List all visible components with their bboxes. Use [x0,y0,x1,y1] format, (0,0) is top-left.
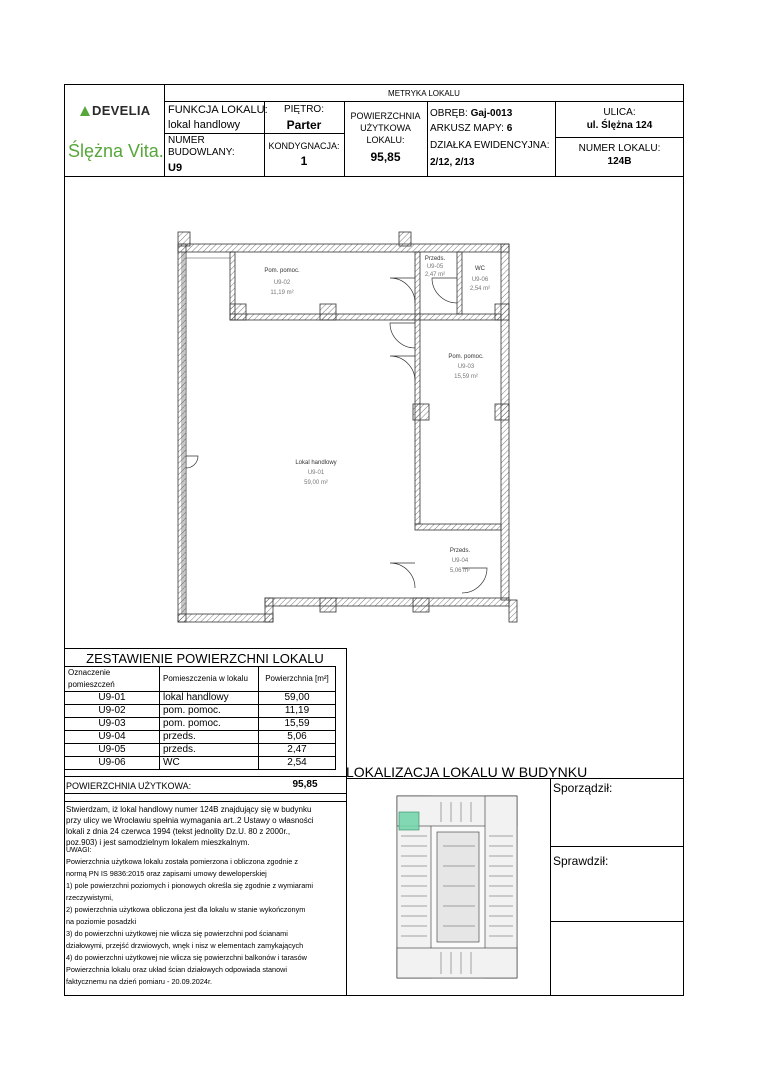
arkusz-row: ARKUSZ MAPY: 6 [430,123,513,134]
room-name: przeds. [160,744,259,757]
funkcja-label: FUNKCJA LOKALU: [168,104,268,116]
funkcja-value: lokal handlowy [168,119,241,131]
develia-logo: DEVELIA [80,102,150,120]
parking-area [437,832,479,942]
divider [64,793,346,794]
building-location-map [385,786,535,992]
note-line: rzeczywistymi, [66,893,114,902]
room-name-u9-03: Pom. pomoc. [448,354,484,360]
room-name: przeds. [160,731,259,744]
wall [230,314,501,320]
door-arc [390,278,415,303]
room-area-u9-05: 2,47 m² [424,272,446,278]
document-title: METRYKA LOKALU [388,89,460,98]
divider [64,776,346,777]
divider [344,101,345,176]
room-code-u9-02: U9-02 [273,280,291,286]
kondygnacja-label: KONDYGNACJA: [268,141,340,151]
pietro-label: PIĘTRO: [283,104,324,115]
room-code: U9-04 [65,731,160,744]
powierzchnia-label: POWIERZCHNIA UŻYTKOWA LOKALU: [350,111,421,145]
table-row [65,705,336,718]
ulica-label: ULICA: [603,107,636,118]
column [495,404,509,420]
statement-line: lokali z dnia 24 czerwca 1994 (tekst jednolity Dz.U. 80 z 2000r., [66,827,291,836]
column [413,598,429,612]
divider [555,137,684,138]
dzialka-value: 2/12, 2/13 [430,157,475,168]
wall [415,252,420,524]
numer-bud-label: NUMER BUDOWLANY: [168,135,235,158]
statement-line: poz.903) i jest samodzielnym lokalem mieszkalnym. [66,838,250,847]
location-title: LOKALIZACJA LOKALU W BUDYNKU [346,764,588,780]
note-line: 4) do powierzchni użytkowej nie wlicza się powierzchni balkonów i tarasów [66,953,307,962]
table-row [65,731,336,744]
ulica-value: ul. Ślężna 124 [586,120,653,131]
sporzadzil-label: Sporządził: [553,781,613,795]
column [413,404,429,420]
divider [64,176,684,177]
column [178,232,190,246]
note-line: 3) do powierzchni użytkowej nie wlicza się powierzchni pod ścianami [66,929,288,938]
column-header: Oznaczenie pomieszczeń [65,667,160,692]
room-code-u9-01: U9-01 [307,470,325,476]
divider [346,778,684,779]
divider [550,921,684,922]
room-name: lokal handlowy [160,692,259,705]
room-name-u9-04: Przeds. [449,548,471,554]
table-row [65,718,336,731]
room-name-u9-02: Pom. pomoc. [264,268,300,274]
statement-line: Stwierdzam, iż lokal handlowy numer 124B znajdujący się w budynku [66,805,312,814]
room-area: 59,00 [259,692,336,705]
divider [164,133,344,134]
room-code: U9-01 [65,692,160,705]
sprawdzil-label: Sprawdził: [553,854,609,868]
pietro-value: Parter [286,118,322,132]
dzialka-label: DZIAŁKA EWIDENCYJNA: [430,140,550,151]
room-name-u9-01: Lokal handlowy [295,460,337,466]
notes-title: UWAGI: [66,847,92,854]
note-line: na poziomie posadzki [66,917,137,926]
room-area-u9-06: 2,54 m² [469,286,491,292]
divider [64,801,346,802]
obreb-row: OBRĘB: Gaj-0013 [430,108,513,119]
wall [265,598,509,606]
note-line: działowymi, przejść drzwiowych, wnęk i nisz w elementach zamykających [66,941,304,950]
divider [550,846,684,847]
room-name: WC [160,757,259,770]
numer-lokalu-label: NUMER LOKALU: [578,143,661,154]
room-area: 2,54 [259,757,336,770]
column [509,600,517,622]
room-area: 15,59 [259,718,336,731]
door-arc [390,323,415,348]
table-row [65,744,336,757]
door-arc [390,563,415,588]
kondygnacja-value: 1 [300,154,308,168]
table-row [65,757,336,770]
divider [427,101,428,176]
room-area-u9-03: 15,59 m² [454,374,478,380]
building-wing [397,948,517,978]
wall [501,244,509,600]
room-area-u9-01: 59,00 m² [304,480,328,486]
divider [164,101,684,102]
column [399,232,411,246]
room-name-u9-05: Przeds. [424,256,446,262]
door-arc [186,456,198,468]
unit-highlight [399,812,419,830]
divider [64,648,346,649]
note-line: 2) powierzchnia użytkowa obliczona jest dla lokalu w stanie wykończonym [66,905,306,914]
wall [415,524,501,530]
room-name: pom. pomoc. [160,705,259,718]
table-header-row [65,667,336,692]
room-area-u9-04: 5,06 m² [449,568,471,574]
note-line: Powierzchnia lokalu oraz układ ścian działowych odpowiada stanowi [66,965,288,974]
room-area: 11,19 [259,705,336,718]
numer-lokalu-value: 124B [607,156,632,167]
door-arc [432,278,457,303]
numer-bud-value: U9 [168,162,183,174]
wall [178,614,273,622]
column-header: Powierzchnia [m²] [259,667,336,692]
powierzchnia-value: 95,85 [370,150,401,164]
note-line: faktycznemu na dzień pomiaru - 20.09.2024r. [66,977,213,986]
room-name-u9-06: WC [475,266,485,272]
total-label: POWIERZCHNIA UŻYTKOWA: [66,781,192,791]
room-code: U9-02 [65,705,160,718]
divider [346,648,347,996]
note-line: 1) pole powierzchni poziomych i pionowych określa się zgodnie z wymiarami [66,881,313,890]
table-row [65,692,336,705]
column [495,304,509,320]
room-area: 5,06 [259,731,336,744]
column [230,304,246,320]
summary-table [64,666,336,770]
summary-title: ZESTAWIENIE POWIERZCHNI LOKALU [86,651,324,666]
room-code-u9-03: U9-03 [457,364,475,370]
room-code-u9-05: U9-05 [426,264,444,270]
column [320,598,336,612]
room-code-u9-06: U9-06 [471,277,489,283]
statement-line: przy ulicy we Wrocławiu spełnia wymagania art..2 Ustawy o własności [66,816,314,825]
room-name: pom. pomoc. [160,718,259,731]
project-logo: Ślężna Vita. [68,141,164,161]
room-code-u9-04: U9-04 [451,558,469,564]
room-area-u9-02: 11,19 m² [270,290,294,296]
total-value: 95,85 [292,779,318,790]
note-line: normą PN IS 9836:2015 oraz zapisami umowy deweloperskiej [66,869,267,878]
wall [265,598,273,622]
column-header: Pomieszczenia w lokalu [160,667,259,692]
room-code: U9-05 [65,744,160,757]
room-code: U9-03 [65,718,160,731]
triangle-icon [80,106,90,116]
divider [550,778,551,996]
wall [178,244,509,252]
column [320,304,336,320]
room-area: 2,47 [259,744,336,757]
note-line: Powierzchnia użytkowa lokalu została pomierzona i obliczona zgodnie z [66,857,299,866]
room-code: U9-06 [65,757,160,770]
door-arc [390,356,415,381]
wall [457,252,462,314]
floor-plan [170,228,520,628]
